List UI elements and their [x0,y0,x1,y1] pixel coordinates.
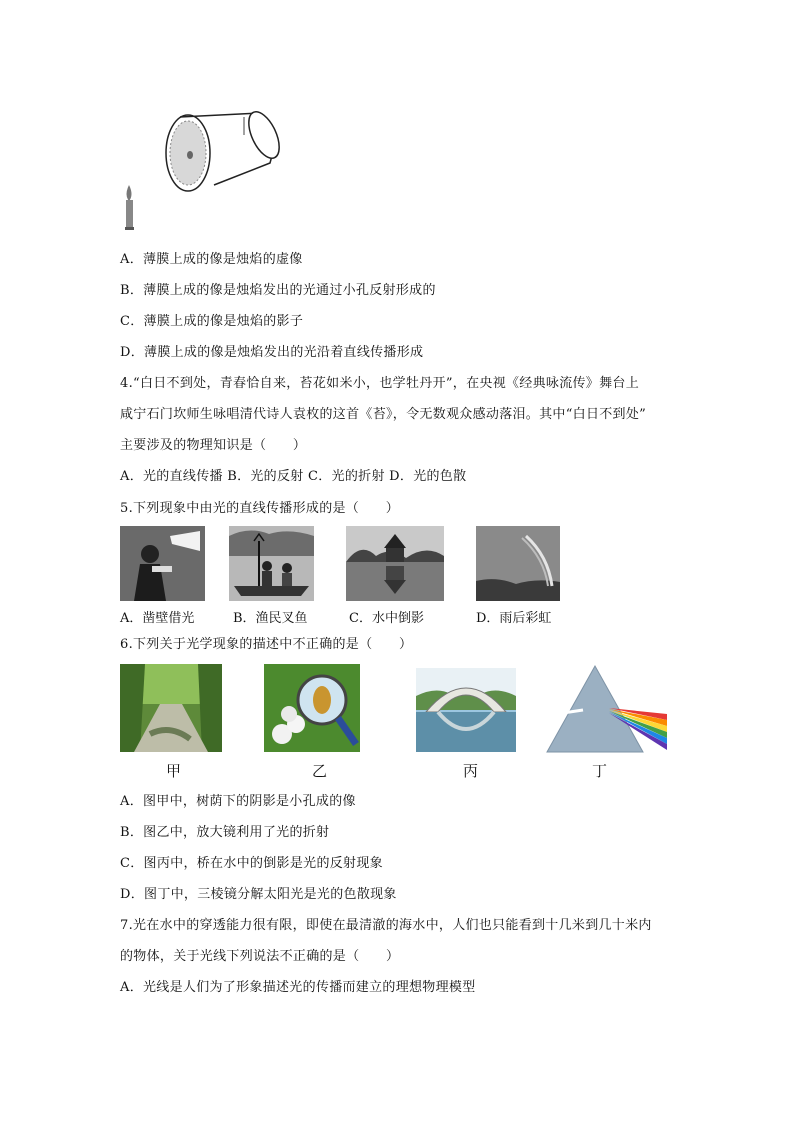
q7-option-a: A．光线是人们为了形象描述光的传播而建立的理想物理模型 [120,980,476,995]
q6-option-a: A．图甲中，树荫下的阴影是小孔成的像 [120,794,356,809]
q4-options: A．光的直线传播 B．光的反射 C．光的折射 D．光的色散 [120,469,467,484]
q6-label-jia: 甲 [166,762,182,780]
q3-option-d: D．薄膜上成的像是烛焰发出的光沿着直线传播形成 [120,345,424,360]
pinhole-camera-figure [118,105,288,235]
q6-option-d: D．图丁中，三棱镜分解太阳光是光的色散现象 [120,887,397,902]
q4-stem-line2: 咸宁石门坎师生咏唱清代诗人袁枚的这首《苔》，令无数观众感动落泪。其中“白日不到处” [120,407,647,422]
q6-image-ding [543,662,667,754]
q3-option-c: C．薄膜上成的像是烛焰的影子 [120,314,304,329]
q5-image-c [346,526,444,601]
q5-image-d [476,526,560,601]
q6-label-ding: 丁 [592,762,608,780]
q5-caption-d: D．雨后彩虹 [476,611,552,626]
q5-caption-c: C．水中倒影 [349,611,424,626]
q6-label-yi: 乙 [312,762,328,780]
q7-stem-line2: 的物体，关于光线下列说法不正确的是（ ） [120,949,400,964]
q6-label-bing: 丙 [463,762,479,780]
q6-option-b: B．图乙中，放大镜利用了光的折射 [120,825,330,840]
q3-option-b: B．薄膜上成的像是烛焰发出的光通过小孔反射形成的 [120,283,436,298]
q6-image-jia [120,664,222,752]
q5-caption-a: A．凿壁借光 [120,611,195,626]
q6-image-yi [264,664,360,752]
q6-option-c: C．图丙中，桥在水中的倒影是光的反射现象 [120,856,383,871]
q3-option-a: A．薄膜上成的像是烛焰的虚像 [120,252,303,267]
q6-stem: 6.下列关于光学现象的描述中不正确的是（ ） [120,637,413,652]
q5-stem: 5.下列现象中由光的直线传播形成的是（ ） [120,501,400,516]
q5-image-b [229,526,314,601]
q5-caption-b: B．渔民叉鱼 [233,611,308,626]
q7-stem-line1: 7.光在水中的穿透能力很有限，即使在最清澈的海水中，人们也只能看到十几米到几十米内 [120,918,652,933]
q4-stem-line3: 主要涉及的物理知识是（ ） [120,438,307,453]
q6-image-bing [416,668,516,752]
q5-image-a [120,526,205,601]
q4-stem-line1: 4.“白日不到处，青春恰自来，苔花如米小，也学牡丹开”，在央视《经典咏流传》舞台上 [120,376,639,391]
